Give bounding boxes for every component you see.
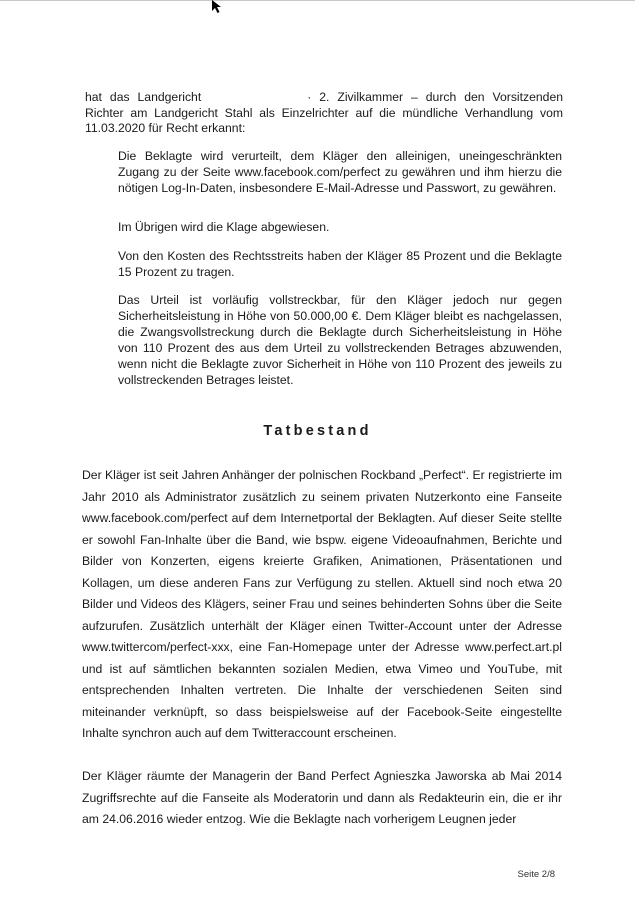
section-heading: Tatbestand — [263, 423, 372, 439]
mouse-cursor-icon — [211, 0, 223, 14]
tenor-item-judgment: Die Beklagte wird verurteilt, dem Kläger den alleinigen, uneingeschränkten Zugang zu der Seite www.facebook.com/perfect zu gewähren und ihm hierzu die nötigen Log-In-Daten, insbesondere E-Mail-Adresse und Passwort, zu gewähren. — [118, 149, 562, 195]
body-paragraph-2: Der Kläger räumte der Managerin der Band Perfect Agnieszka Jaworska ab Mai 2014 Zugriffsrechte auf die Fanseite als Moderatorin und dann als Redakteurin ein, die er ihr am 24.06.2016 wieder entzog. Wie die Beklagte nach vorherigem Leugnen jeder — [82, 769, 562, 826]
tenor-item-enforceability: Das Urteil ist vorläufig vollstreckbar, für den Kläger jedoch nur gegen Sicherheitsleistung in Höhe von 50.000,00 €. Dem Kläger bleibt es nachgelassen, die Zwangsvollstreckung durch die Beklagte durch Sicherheitsleistung in Höhe von 110 Prozent des aus dem Urteil zu vollstreckenden Betrages abzuwenden, wenn nicht die Beklagte zuvor Sicherheit in Höhe von 110 Prozent des jeweils zu vollstreckenden Betrages leistet. — [118, 293, 562, 387]
top-border-line — [0, 0, 635, 1]
body-paragraph-1: Der Kläger ist seit Jahren Anhänger der polnischen Rockband „Perfect“. Er registrierte im Jahr 2010 als Administrator zusätzlich zu seinem privaten Nutzerkonto eine Fanseite www.facebook.com/perfect auf dem Internetportal der Beklagten. Auf dieser Seite stellte er sowohl Fan-Inhalte über die Band, wie bspw. eigene Videoaufnahmen, Berichte und Bilder von Konzerten, eigens kreierte Grafiken, Animationen, Präsentationen und Kollagen, um diese anderen Fans zur Verfügung zu stellen. Aktuell sind noch etwa 20 Bilder und Videos des Klägers, seiner Frau und seines behinderten Sohns über die Seite aufzurufen. Zusätzlich unterhält der Kläger einen Twitter-Account unter der Adresse www.twittercom/perfect-xxx, eine Fan-Homepage unter der Adresse www.perfect.art.pl und ist auf sämtlichen bekannten sozialen Medien, etwa Vimeo und YouTube, mit entsprechenden Inhalten vertreten. Die Inhalte der verschiedenen Seiten sind miteinander verknüpft, so dass beispielsweise auf der Facebook-Seite eingestellte Inhalte synchron auch auf dem Twitteraccount erscheinen. — [82, 468, 562, 740]
tenor-item-dismissal: Im Übrigen wird die Klage abgewiesen. — [118, 220, 330, 234]
intro-paragraph — [85, 90, 563, 137]
intro-chamber-text: · 2. Zivilkammer – durch den Vorsitzenden Richter am Landgericht Stahl als Einzelrichter auf die mündliche Verhandlung vom 11.03.2020 für Recht erkannt: — [85, 90, 564, 135]
tenor-item-costs: Von den Kosten des Rechtsstreits haben der Kläger 85 Prozent und die Beklagte 15 Prozent zu tragen. — [118, 249, 562, 279]
page-number: Seite 2/8 — [517, 869, 555, 880]
intro-court: hat das Landgericht — [85, 90, 202, 104]
